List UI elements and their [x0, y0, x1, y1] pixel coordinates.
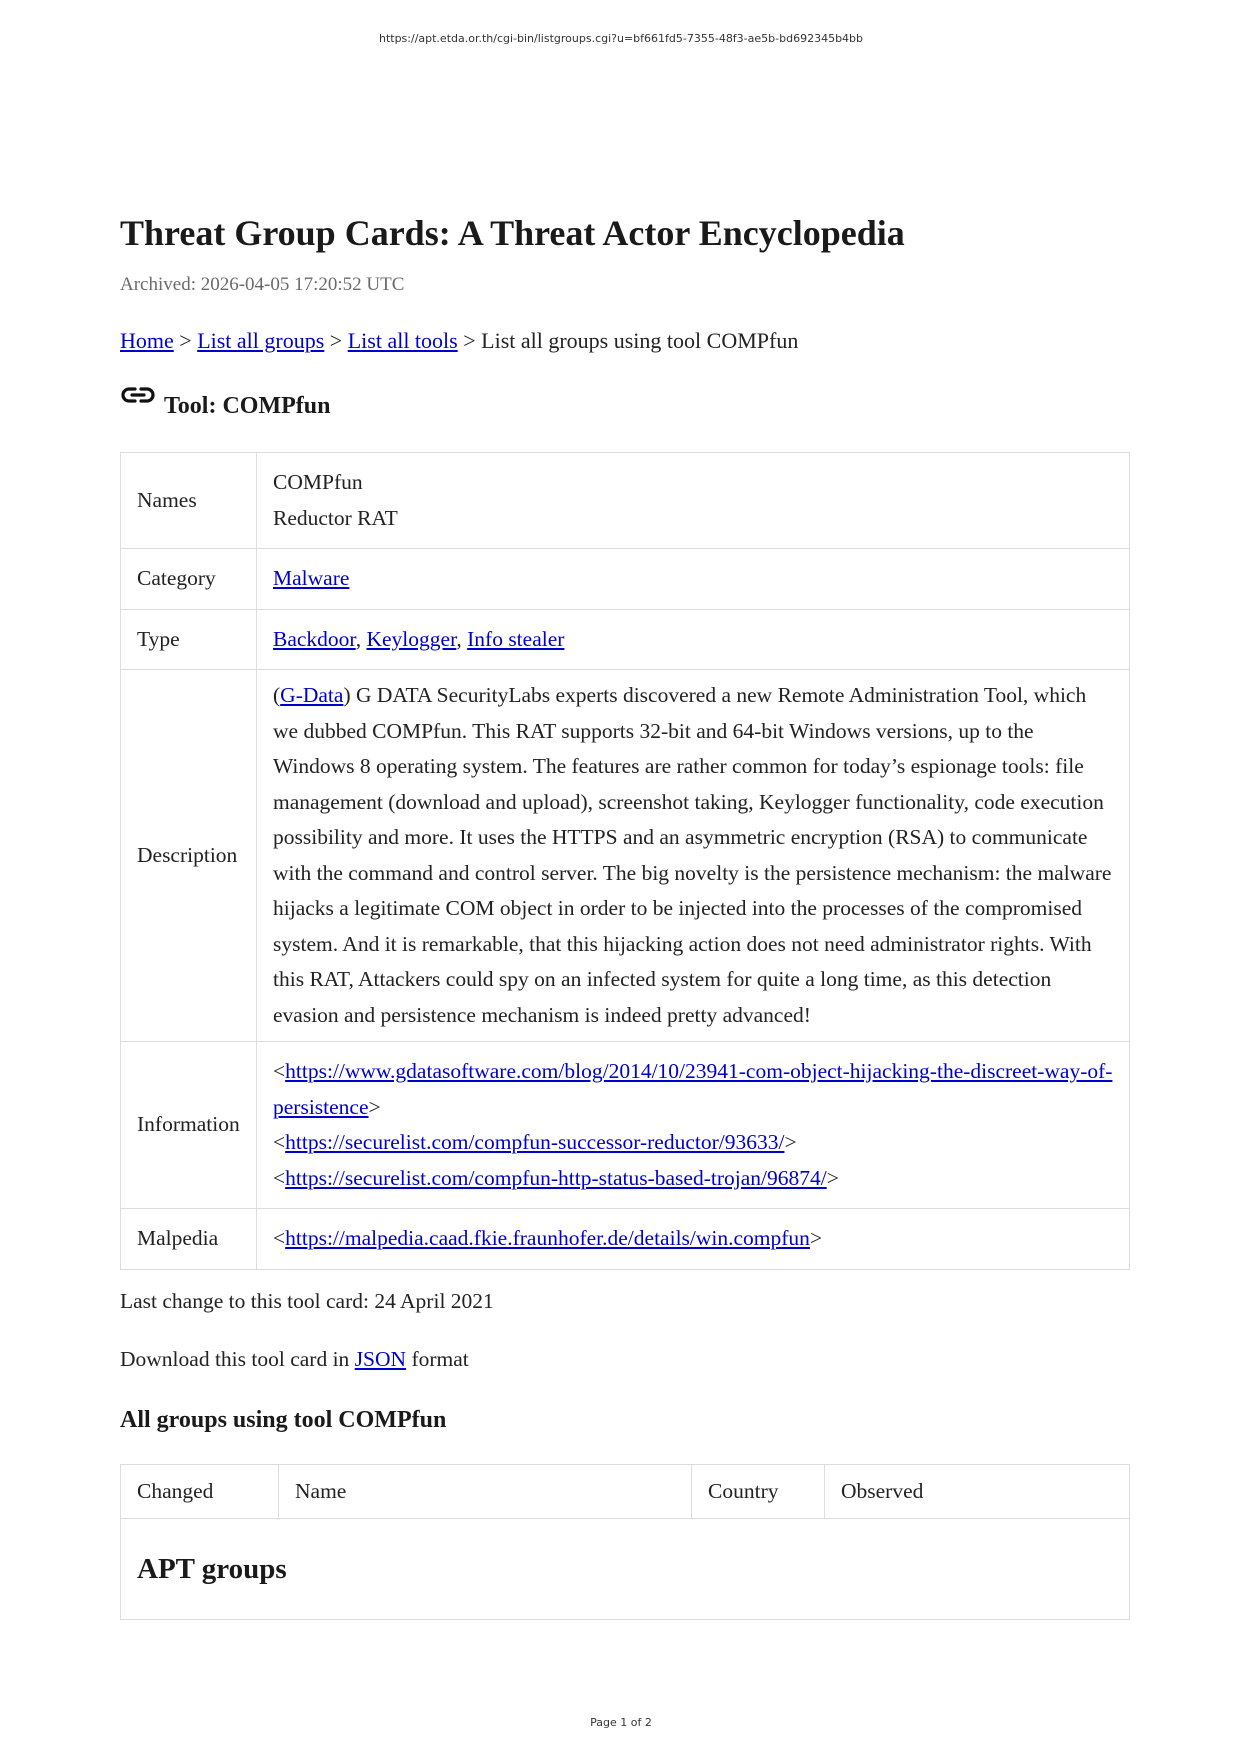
archived-timestamp: Archived: 2026-04-05 17:20:52 UTC [120, 274, 405, 295]
breadcrumb-separator: > [457, 328, 482, 353]
description-row [121, 670, 1130, 1042]
breadcrumb-separator: > [173, 328, 198, 353]
type-separator: , [456, 626, 468, 651]
groups-table [120, 1464, 1130, 1620]
type-link-keylogger[interactable]: Keylogger [366, 626, 457, 651]
breadcrumb-current: List all groups using tool COMPfun [481, 328, 799, 353]
page-content [120, 210, 1130, 1620]
angle-open: < [273, 1130, 286, 1154]
information-item [273, 1054, 1113, 1125]
malpedia-value [257, 1209, 1130, 1270]
angle-close: > [809, 1226, 823, 1250]
description-source-link[interactable]: G-Data [280, 683, 344, 707]
column-header-observed[interactable]: Observed [825, 1464, 1130, 1518]
category-link[interactable]: Malware [273, 566, 350, 590]
type-row [121, 609, 1130, 670]
last-change-note: Last change to this tool card: 24 April 2021 [120, 1288, 494, 1313]
breadcrumb-separator: > [324, 328, 348, 353]
information-item [273, 1161, 1113, 1197]
page-title: Threat Group Cards: A Threat Actor Encyclopedia [120, 213, 905, 253]
name-primary: COMPfun [273, 470, 363, 494]
tool-card-table [120, 452, 1130, 1270]
category-label: Category [121, 549, 257, 610]
download-note [120, 1344, 1130, 1374]
angle-close: > [784, 1130, 797, 1154]
information-row [121, 1042, 1130, 1209]
malpedia-link[interactable]: https://malpedia.caad.fkie.fraunhofer.de/details/win.compfun [285, 1226, 810, 1250]
information-item [273, 1125, 1113, 1161]
names-label: Names [121, 453, 257, 549]
apt-groups-section-cell [121, 1518, 1130, 1619]
angle-open: < [273, 1226, 286, 1250]
angle-close: > [826, 1165, 839, 1190]
page-number: Page 1 of 2 [590, 1716, 652, 1729]
names-row [121, 453, 1130, 549]
download-text-before: Download this tool card in [120, 1346, 355, 1371]
names-value [257, 453, 1130, 549]
malpedia-row [121, 1209, 1130, 1270]
angle-open: < [273, 1165, 286, 1190]
column-header-changed[interactable]: Changed [121, 1464, 279, 1518]
description-text: ) G DATA SecurityLabs experts discovered a new Remote Administration Tool, which we dubbed COMPfun. This RAT supports 32-bit and 64-bit Windows versions, up to the Windows 8 operating system. The features are rather common for today’s espionage tools: file management (download and upload), screenshot taking, Keylogger functionality, code execution possibility and more. It uses the HTTPS and an asymmetric encryption (RSA) to communicate with the command and control server. The big novelty is the persistence mechanism: the malware hijacks a legitimate COM object in order to be injected into the processes of the compromised system. And it is remarkable, that this hijacking action does not need administrator rights. With this RAT, Attackers could spy on an infected system for quite a long time, as this detection evasion and persistence mechanism is indeed pretty advanced! [273, 683, 1112, 1027]
type-link-info-stealer[interactable]: Info stealer [467, 626, 565, 651]
type-value [257, 609, 1130, 670]
malpedia-label: Malpedia [121, 1209, 257, 1270]
breadcrumb [120, 326, 1130, 356]
column-header-name[interactable]: Name [279, 1464, 692, 1518]
description-label: Description [121, 670, 257, 1042]
breadcrumb-tools-link[interactable]: List all tools [347, 328, 458, 353]
type-link-backdoor[interactable]: Backdoor [273, 626, 356, 651]
json-download-link[interactable]: JSON [354, 1346, 407, 1371]
information-link-securelist-reductor[interactable]: https://securelist.com/compfun-successor-reductor/93633/ [285, 1130, 785, 1154]
groups-header-row [121, 1464, 1130, 1518]
information-link-securelist-http[interactable]: https://securelist.com/compfun-http-status-based-trojan/96874/ [285, 1165, 827, 1190]
download-text-after: format [406, 1346, 469, 1371]
category-row [121, 549, 1130, 610]
angle-open: < [273, 1059, 286, 1083]
print-url: https://apt.etda.or.th/cgi-bin/listgroups.cgi?u=bf661fd5-7355-48f3-ae5b-bd692345b4bb [378, 32, 864, 45]
angle-close: > [368, 1094, 381, 1119]
groups-heading: All groups using tool COMPfun [120, 1406, 447, 1433]
apt-groups-section-heading: APT groups [137, 1552, 287, 1585]
link-icon [120, 380, 156, 416]
description-open-paren: ( [273, 683, 281, 707]
breadcrumb-home-link[interactable]: Home [120, 328, 174, 353]
breadcrumb-groups-link[interactable]: List all groups [197, 328, 325, 353]
tool-heading-row [120, 390, 1130, 422]
apt-groups-section-row [121, 1518, 1130, 1619]
information-value [257, 1042, 1130, 1209]
tool-heading: Tool: COMPfun [164, 393, 331, 419]
description-value [257, 670, 1130, 1042]
type-label: Type [121, 609, 257, 670]
information-link-gdata[interactable]: https://www.gdatasoftware.com/blog/2014/10/23941-com-object-hijacking-the-discreet-way-of-persistence [273, 1059, 1113, 1119]
category-value [257, 549, 1130, 610]
information-label: Information [121, 1042, 257, 1209]
name-alias: Reductor RAT [273, 505, 398, 530]
type-separator: , [355, 626, 367, 651]
column-header-country[interactable]: Country [692, 1464, 825, 1518]
